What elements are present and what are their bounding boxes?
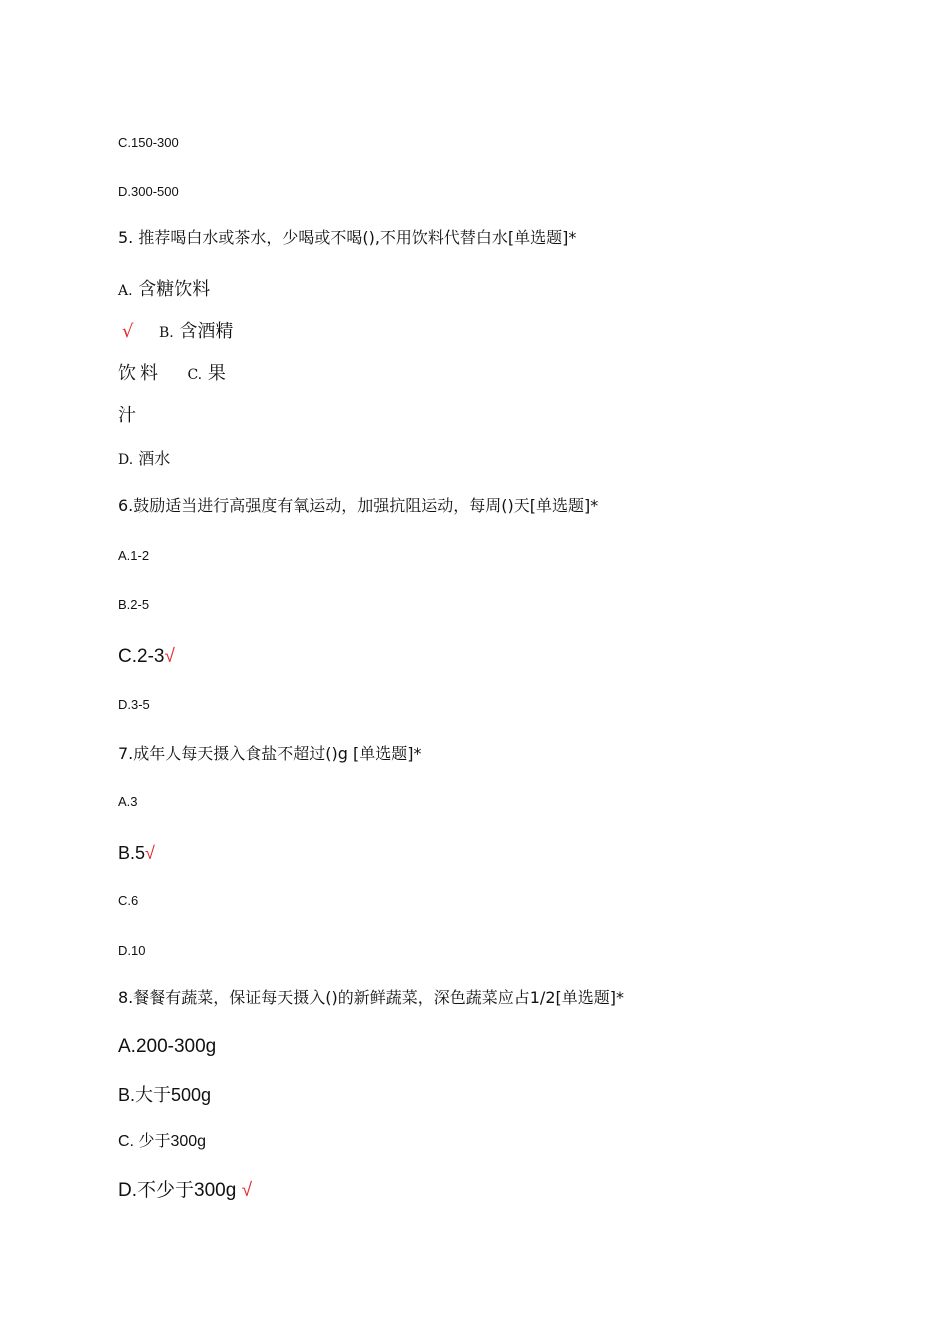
q5-option-c-letter: C. — [187, 367, 203, 383]
correct-check-icon: √ — [145, 843, 155, 863]
q8-option-c[interactable]: C. 少于300g — [118, 1133, 207, 1150]
q6-option-b[interactable]: B.2-5 — [118, 597, 150, 612]
q4-option-d[interactable]: D.300-500 — [118, 184, 179, 199]
q7-question-text: 7.成年人每天摄入食盐不超过()g [单选题]* — [118, 744, 422, 763]
q8-option-d[interactable] — [118, 1181, 252, 1200]
correct-check-icon: √ — [241, 1180, 252, 1201]
q6-option-c-text: C.2-3 — [118, 646, 165, 667]
q6-option-d[interactable]: D.3-5 — [118, 697, 150, 712]
q8-question-text: 8.餐餐有蔬菜，保证每天摄入()的新鲜蔬菜，深色蔬菜应占1/2[单选题]* — [118, 988, 624, 1007]
q8-option-d-text: D.不少于300g — [118, 1180, 237, 1201]
q6-option-c[interactable] — [118, 647, 175, 666]
q5-option-a-letter: A. — [118, 283, 133, 299]
q6-option-a[interactable]: A.1-2 — [118, 548, 150, 563]
q5-option-b-letter: B. — [158, 325, 174, 341]
q7-option-c[interactable]: C.6 — [118, 893, 139, 908]
q8-option-b[interactable]: B.大于500g — [118, 1085, 212, 1105]
q5-option-a[interactable] — [118, 281, 210, 299]
q8-option-a[interactable]: A.200-300g — [118, 1036, 217, 1057]
q5-option-b-continuation: 饮料 — [118, 363, 162, 384]
q5-option-d-text: 酒水 — [138, 449, 171, 468]
q7-option-b[interactable] — [118, 844, 155, 862]
q4-option-c[interactable]: C.150-300 — [118, 135, 179, 150]
q5-option-a-text: 含糖饮料 — [138, 279, 211, 300]
q5-option-d[interactable] — [118, 451, 170, 467]
q5-option-d-letter: D. — [118, 452, 134, 468]
correct-check-icon: √ — [122, 321, 134, 342]
q5-option-b-c-row[interactable] — [118, 365, 226, 383]
correct-check-icon: √ — [164, 646, 175, 667]
q5-option-b-text: 含酒精 — [179, 321, 234, 342]
q5-option-b[interactable] — [122, 323, 233, 341]
q6-question-text: 6.鼓励适当进行高强度有氧运动，加强抗阻运动，每周()天[单选题]* — [118, 496, 599, 515]
q7-option-d[interactable]: D.10 — [118, 943, 146, 958]
q5-option-c-text: 果 — [207, 363, 226, 384]
q7-option-b-text: B.5 — [118, 843, 146, 863]
q5-option-c-continuation: 汁 — [118, 405, 136, 426]
q7-option-a[interactable]: A.3 — [118, 794, 138, 809]
q5-question-text: 5. 推荐喝白水或茶水，少喝或不喝(),不用饮料代替白水[单选题]* — [118, 228, 577, 247]
